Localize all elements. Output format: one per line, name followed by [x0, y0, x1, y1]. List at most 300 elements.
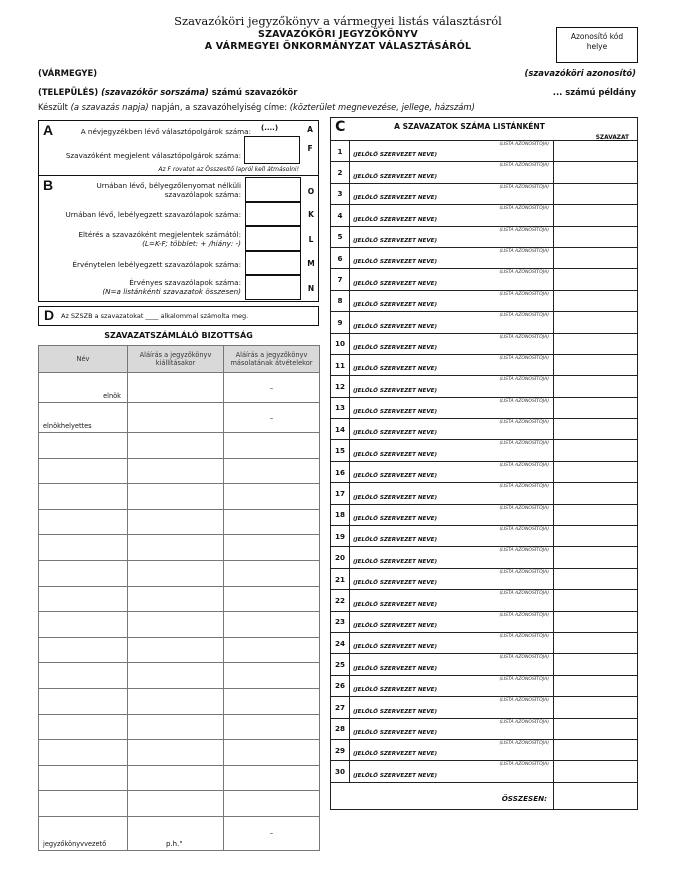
votes-input[interactable] [554, 568, 638, 589]
signature-cell[interactable] [128, 740, 224, 766]
nominating-org-name: (JELÖLŐ SZERVEZET NEVE) [353, 216, 438, 223]
votes-input[interactable] [554, 397, 638, 418]
nominating-org-name: (JELÖLŐ SZERVEZET NEVE) [353, 580, 438, 587]
list-row-number: 29 [331, 739, 350, 760]
committee-header-row [39, 346, 320, 373]
list-row [331, 290, 638, 311]
nominating-org-name: (JELÖLŐ SZERVEZET NEVE) [353, 451, 438, 458]
list-row-number: 27 [331, 697, 350, 718]
signature-cell[interactable] [224, 714, 320, 740]
votes-input[interactable] [554, 590, 638, 611]
committee-table [38, 345, 320, 851]
list-row [331, 162, 638, 183]
votes-input[interactable] [554, 611, 638, 632]
table-row [39, 586, 320, 612]
b-row-o-label2: szavazólapok száma: [164, 190, 241, 199]
list-id: (LISTA AZONOSÍTÓJA) [499, 355, 549, 361]
list-row-number: 4 [331, 205, 350, 226]
votes-input[interactable] [554, 697, 638, 718]
nominating-org-cell [350, 247, 554, 268]
name-cell[interactable] [39, 433, 128, 459]
made-date: (a szavazás napja) [70, 102, 149, 112]
nominating-org-name: (JELÖLŐ SZERVEZET NEVE) [353, 430, 438, 437]
b-row-n-input[interactable] [245, 275, 301, 300]
signature-cell[interactable] [224, 791, 320, 817]
table-row [39, 373, 320, 403]
id-code-box [556, 27, 638, 63]
votes-input[interactable] [554, 141, 638, 162]
list-id: (LISTA AZONOSÍTÓJA) [499, 313, 549, 319]
signature-cell[interactable] [128, 637, 224, 663]
col-sig2-header: Aláírás a jegyzőkönyv másolatának átvételekor [224, 346, 320, 373]
signature-cell[interactable] [224, 586, 320, 612]
signature-cell[interactable] [128, 373, 224, 403]
b-row-n-label1: Érvényes szavazólapok száma: [129, 278, 241, 287]
name-cell[interactable] [39, 637, 128, 663]
list-row [331, 483, 638, 504]
name-cell[interactable] [39, 560, 128, 586]
form-title-line1: SZAVAZÓKÖRI JEGYZŐKÖNYV [258, 29, 418, 40]
signature-cell[interactable] [224, 560, 320, 586]
list-id: (LISTA AZONOSÍTÓJA) [499, 206, 549, 212]
signature-cell[interactable] [128, 688, 224, 714]
nominating-org-cell [350, 440, 554, 461]
county-field: (VÁRMEGYE) [38, 68, 98, 78]
name-cell[interactable] [39, 740, 128, 766]
stamp-place: p.h." [166, 840, 183, 848]
list-row [331, 183, 638, 204]
signature-cell[interactable] [224, 663, 320, 689]
committee-title: SZAVAZATSZÁMLÁLÓ BIZOTTSÁG [104, 331, 253, 340]
nominating-org-name: (JELÖLŐ SZERVEZET NEVE) [353, 409, 438, 416]
nominating-org-cell [350, 141, 554, 162]
list-id: (LISTA AZONOSÍTÓJA) [499, 676, 549, 682]
dash-cell: – [224, 403, 320, 433]
total-row [331, 782, 638, 809]
b-row-o-input[interactable] [245, 177, 301, 202]
votes-input[interactable] [554, 461, 638, 482]
made-prefix: Készült [38, 102, 68, 112]
col-sig1-header: Aláírás a jegyzőkönyv kiállításakor [128, 346, 224, 373]
list-row-number: 8 [331, 290, 350, 311]
b-row-l-input[interactable] [245, 226, 301, 251]
col-name-header: Név [39, 346, 128, 373]
signature-cell[interactable] [128, 663, 224, 689]
nominating-org-cell [350, 226, 554, 247]
list-id: (LISTA AZONOSÍTÓJA) [499, 163, 549, 169]
list-row [331, 547, 638, 568]
list-row-number: 10 [331, 333, 350, 354]
code-k: K [308, 210, 314, 219]
section-d-letter: D [44, 307, 55, 323]
nominating-org-name: (JELÖLŐ SZERVEZET NEVE) [353, 665, 438, 672]
votes-input[interactable] [554, 312, 638, 333]
signature-cell[interactable] [128, 403, 224, 433]
list-row-number: 24 [331, 632, 350, 653]
name-cell[interactable] [39, 484, 128, 510]
nominating-org-cell [350, 397, 554, 418]
nominating-org-name: (JELÖLŐ SZERVEZET NEVE) [353, 687, 438, 694]
votes-column-header: SZAVAZAT [595, 135, 629, 141]
chair-role: elnök [39, 373, 128, 403]
registered-voters-label: A névjegyzékben lévő választópolgárok száma: [80, 127, 251, 136]
signature-cell[interactable] [224, 458, 320, 484]
table-row [39, 663, 320, 689]
votes-input[interactable] [554, 290, 638, 311]
votes-input[interactable] [554, 440, 638, 461]
section-b-letter: B [43, 177, 54, 193]
nominating-org-cell [350, 632, 554, 653]
list-row [331, 397, 638, 418]
code-n: N [307, 284, 315, 293]
section-a-letter: A [43, 122, 54, 138]
nominating-org-cell [350, 761, 554, 782]
count-times-text: Az SZSZB a szavazatokat ____ alkalommal számolta meg. [61, 312, 249, 320]
copy-number: ... számú példány [552, 87, 636, 97]
votes-input[interactable] [554, 504, 638, 525]
list-row-number: 2 [331, 162, 350, 183]
list-row-number: 17 [331, 483, 350, 504]
b-row-n-label [59, 278, 241, 296]
nominating-org-name: (JELÖLŐ SZERVEZET NEVE) [353, 173, 438, 180]
nominating-org-cell [350, 697, 554, 718]
signature-cell[interactable] [224, 765, 320, 791]
nominating-org-cell [350, 547, 554, 568]
nominating-org-name: (JELÖLŐ SZERVEZET NEVE) [353, 494, 438, 501]
list-row-number: 22 [331, 590, 350, 611]
nominating-org-cell [350, 354, 554, 375]
list-row-number: 23 [331, 611, 350, 632]
signature-cell[interactable] [128, 560, 224, 586]
nominating-org-cell [350, 739, 554, 760]
list-id: (LISTA AZONOSÍTÓJA) [499, 505, 549, 511]
table-row [39, 765, 320, 791]
b-row-o-label1: Urnában lévő, bélyegzőlenyomat nélküli [96, 181, 241, 190]
list-id: (LISTA AZONOSÍTÓJA) [499, 527, 549, 533]
list-row-number: 3 [331, 183, 350, 204]
nominating-org-cell [350, 419, 554, 440]
nominating-org-cell [350, 483, 554, 504]
nominating-org-name: (JELÖLŐ SZERVEZET NEVE) [353, 622, 438, 629]
list-row [331, 354, 638, 375]
signature-cell[interactable] [224, 688, 320, 714]
code-l: L [308, 235, 314, 244]
name-cell[interactable] [39, 535, 128, 561]
signature-cell[interactable] [224, 612, 320, 638]
nominating-org-name: (JELÖLŐ SZERVEZET NEVE) [353, 259, 438, 266]
list-row-number: 1 [331, 141, 350, 162]
list-row [331, 675, 638, 696]
b-row-o-label [59, 181, 241, 199]
list-id: (LISTA AZONOSÍTÓJA) [499, 142, 549, 147]
list-row-number: 20 [331, 547, 350, 568]
section-c-title-cell [350, 118, 638, 141]
total-votes-input[interactable] [554, 782, 638, 809]
nominating-org-name: (JELÖLŐ SZERVEZET NEVE) [353, 152, 438, 159]
table-row [39, 714, 320, 740]
votes-input[interactable] [554, 761, 638, 782]
list-id: (LISTA AZONOSÍTÓJA) [499, 548, 549, 554]
votes-input[interactable] [554, 376, 638, 397]
name-cell[interactable] [39, 714, 128, 740]
nominating-org-cell [350, 526, 554, 547]
list-id: (LISTA AZONOSÍTÓJA) [499, 334, 549, 340]
name-cell[interactable] [39, 458, 128, 484]
form-title-line2: A VÁRMEGYEI ÖNKORMÁNYZAT VÁLASZTÁSÁRÓL [204, 41, 472, 52]
name-cell[interactable] [39, 612, 128, 638]
code-m: M [307, 259, 315, 268]
list-row [331, 419, 638, 440]
nominating-org-name: (JELÖLŐ SZERVEZET NEVE) [353, 644, 438, 651]
nominating-org-name: (JELÖLŐ SZERVEZET NEVE) [353, 280, 438, 287]
code-o: O [307, 187, 315, 196]
settlement-field: (TELEPÜLÉS) [38, 87, 99, 97]
nominating-org-name: (JELÖLŐ SZERVEZET NEVE) [353, 473, 438, 480]
list-row [331, 739, 638, 760]
list-id: (LISTA AZONOSÍTÓJA) [499, 569, 549, 575]
name-cell[interactable] [39, 663, 128, 689]
b-row-l-label [59, 230, 241, 248]
list-id: (LISTA AZONOSÍTÓJA) [499, 655, 549, 661]
table-row [39, 403, 320, 433]
list-row-number: 26 [331, 675, 350, 696]
list-row-number: 9 [331, 312, 350, 333]
signature-cell[interactable] [128, 458, 224, 484]
list-row [331, 590, 638, 611]
list-row [331, 611, 638, 632]
table-row [39, 484, 320, 510]
list-row-number: 15 [331, 440, 350, 461]
section-c-title: A SZAVAZATOK SZÁMA LISTÁNKÉNT [394, 122, 545, 131]
list-id: (LISTA AZONOSÍTÓJA) [499, 762, 549, 768]
nominating-org-name: (JELÖLŐ SZERVEZET NEVE) [353, 237, 438, 244]
signature-cell[interactable] [128, 484, 224, 510]
votes-input[interactable] [554, 483, 638, 504]
votes-input[interactable] [554, 247, 638, 268]
id-box-line2: helye [586, 42, 608, 51]
list-row [331, 718, 638, 739]
list-id: (LISTA AZONOSÍTÓJA) [499, 698, 549, 704]
document-title: Szavazóköri jegyzőkönyv a vármegyei listás választásról [174, 14, 502, 28]
votes-input[interactable] [554, 226, 638, 247]
signature-cell[interactable] [128, 586, 224, 612]
registered-voters-value: (....) [261, 124, 279, 132]
nominating-org-cell [350, 568, 554, 589]
list-id: (LISTA AZONOSÍTÓJA) [499, 270, 549, 276]
section-a [38, 120, 319, 176]
votes-input[interactable] [554, 654, 638, 675]
section-c-table [330, 117, 638, 810]
list-row [331, 226, 638, 247]
votes-input[interactable] [554, 333, 638, 354]
nominating-org-name: (JELÖLŐ SZERVEZET NEVE) [353, 537, 438, 544]
nominating-org-name: (JELÖLŐ SZERVEZET NEVE) [353, 772, 438, 779]
list-id: (LISTA AZONOSÍTÓJA) [499, 398, 549, 404]
list-row-number: 5 [331, 226, 350, 247]
precinct-number-field: (szavazókör sorszáma) [101, 87, 209, 97]
name-cell[interactable] [39, 688, 128, 714]
appeared-voters-input[interactable] [244, 136, 300, 164]
nominating-org-name: (JELÖLŐ SZERVEZET NEVE) [353, 708, 438, 715]
votes-input[interactable] [554, 547, 638, 568]
list-row-number: 21 [331, 568, 350, 589]
list-row [331, 568, 638, 589]
list-row [331, 761, 638, 782]
b-row-l-label1: Eltérés a szavazóként megjelentek számától: [78, 230, 241, 239]
signature-cell[interactable] [128, 765, 224, 791]
b-row-k-input[interactable] [245, 202, 301, 226]
list-row-number: 25 [331, 654, 350, 675]
signature-cell[interactable] [128, 612, 224, 638]
nominating-org-name: (JELÖLŐ SZERVEZET NEVE) [353, 751, 438, 758]
votes-input[interactable] [554, 205, 638, 226]
section-c-header [331, 118, 638, 141]
code-f: F [307, 144, 313, 153]
list-id: (LISTA AZONOSÍTÓJA) [499, 184, 549, 190]
nominating-org-name: (JELÖLŐ SZERVEZET NEVE) [353, 601, 438, 608]
b-row-m-input[interactable] [245, 251, 301, 275]
section-b [38, 175, 319, 302]
votes-input[interactable] [554, 162, 638, 183]
nominating-org-cell [350, 611, 554, 632]
nominating-org-name: (JELÖLŐ SZERVEZET NEVE) [353, 323, 438, 330]
list-id: (LISTA AZONOSÍTÓJA) [499, 441, 549, 447]
list-row [331, 461, 638, 482]
list-id: (LISTA AZONOSÍTÓJA) [499, 484, 549, 490]
votes-input[interactable] [554, 632, 638, 653]
section-a-note: Az F rovatot az Összesítő lapról kell átmásolni! [158, 166, 299, 173]
list-id: (LISTA AZONOSÍTÓJA) [499, 291, 549, 297]
list-row-number: 6 [331, 247, 350, 268]
list-row-number: 7 [331, 269, 350, 290]
name-cell[interactable] [39, 586, 128, 612]
list-row [331, 376, 638, 397]
b-row-n-label2: (N=a listánkénti szavazatok összesen) [102, 287, 241, 296]
nominating-org-cell [350, 312, 554, 333]
votes-input[interactable] [554, 526, 638, 547]
list-row-number: 18 [331, 504, 350, 525]
list-row-number: 11 [331, 354, 350, 375]
signature-cell[interactable] [224, 509, 320, 535]
list-row [331, 333, 638, 354]
nominating-org-name: (JELÖLŐ SZERVEZET NEVE) [353, 344, 438, 351]
list-row-number: 14 [331, 419, 350, 440]
signature-cell[interactable] [128, 535, 224, 561]
name-cell[interactable] [39, 791, 128, 817]
table-row [39, 458, 320, 484]
b-row-m-label: Érvénytelen lebélyegzett szavazólapok száma: [72, 260, 241, 269]
dash-cell: – [224, 373, 320, 403]
list-id: (LISTA AZONOSÍTÓJA) [499, 740, 549, 746]
signature-cell[interactable] [224, 433, 320, 459]
list-id: (LISTA AZONOSÍTÓJA) [499, 719, 549, 725]
signature-cell[interactable] [128, 714, 224, 740]
name-cell[interactable] [39, 765, 128, 791]
list-row [331, 697, 638, 718]
nominating-org-cell [350, 333, 554, 354]
list-row-number: 19 [331, 526, 350, 547]
nominating-org-name: (JELÖLŐ SZERVEZET NEVE) [353, 387, 438, 394]
appeared-voters-label: Szavazóként megjelent választópolgárok száma: [65, 151, 241, 160]
b-row-l-label2: (L=K-F; többlet: + /hiány: -) [142, 239, 241, 248]
list-id: (LISTA AZONOSÍTÓJA) [499, 633, 549, 639]
b-row-k-label: Urnában lévő, lebélyegzett szavazólapok száma: [65, 210, 241, 219]
nominating-org-cell [350, 205, 554, 226]
signature-cell[interactable] [128, 791, 224, 817]
list-row-number: 16 [331, 461, 350, 482]
list-row [331, 205, 638, 226]
list-row-number: 30 [331, 761, 350, 782]
signature-cell[interactable] [224, 740, 320, 766]
nominating-org-name: (JELÖLŐ SZERVEZET NEVE) [353, 366, 438, 373]
code-a: A [307, 125, 313, 134]
votes-input[interactable] [554, 739, 638, 760]
list-id: (LISTA AZONOSÍTÓJA) [499, 227, 549, 233]
table-row [39, 612, 320, 638]
list-id: (LISTA AZONOSÍTÓJA) [499, 462, 549, 468]
made-line [38, 102, 475, 112]
nominating-org-cell [350, 290, 554, 311]
name-cell[interactable] [39, 509, 128, 535]
precinct-suffix: számú szavazókör [211, 87, 298, 97]
section-d [38, 306, 319, 326]
clerk-role: jegyzőkönyvvezető [39, 816, 128, 850]
nominating-org-name: (JELÖLŐ SZERVEZET NEVE) [353, 516, 438, 523]
list-row [331, 440, 638, 461]
list-id: (LISTA AZONOSÍTÓJA) [499, 420, 549, 426]
made-address: (közterület megnevezése, jellege, házszám) [289, 102, 475, 112]
list-row [331, 504, 638, 525]
votes-input[interactable] [554, 419, 638, 440]
list-row-number: 12 [331, 376, 350, 397]
total-label: ÖSSZESEN: [331, 782, 554, 809]
list-row [331, 526, 638, 547]
signature-cell[interactable] [224, 484, 320, 510]
list-row [331, 269, 638, 290]
list-id: (LISTA AZONOSÍTÓJA) [499, 377, 549, 383]
signature-cell[interactable] [128, 433, 224, 459]
precinct-line [38, 87, 297, 97]
nominating-org-name: (JELÖLŐ SZERVEZET NEVE) [353, 558, 438, 565]
nominating-org-cell [350, 590, 554, 611]
votes-input[interactable] [554, 183, 638, 204]
nominating-org-cell [350, 675, 554, 696]
votes-input[interactable] [554, 675, 638, 696]
votes-input[interactable] [554, 269, 638, 290]
table-row [39, 560, 320, 586]
signature-cell[interactable] [224, 637, 320, 663]
nominating-org-cell [350, 504, 554, 525]
table-row [39, 740, 320, 766]
nominating-org-cell [350, 461, 554, 482]
list-row [331, 632, 638, 653]
list-id: (LISTA AZONOSÍTÓJA) [499, 612, 549, 618]
nominating-org-cell [350, 718, 554, 739]
table-row [39, 535, 320, 561]
list-row [331, 312, 638, 333]
section-c-letter: C [331, 118, 350, 141]
nominating-org-cell [350, 162, 554, 183]
signature-cell[interactable] [224, 535, 320, 561]
deputy-role: elnökhelyettes [39, 403, 128, 433]
district-id-field: (szavazóköri azonosító) [524, 68, 636, 78]
signature-cell[interactable] [128, 509, 224, 535]
list-row [331, 141, 638, 162]
votes-input[interactable] [554, 718, 638, 739]
list-id: (LISTA AZONOSÍTÓJA) [499, 591, 549, 597]
list-row-number: 28 [331, 718, 350, 739]
votes-input[interactable] [554, 354, 638, 375]
